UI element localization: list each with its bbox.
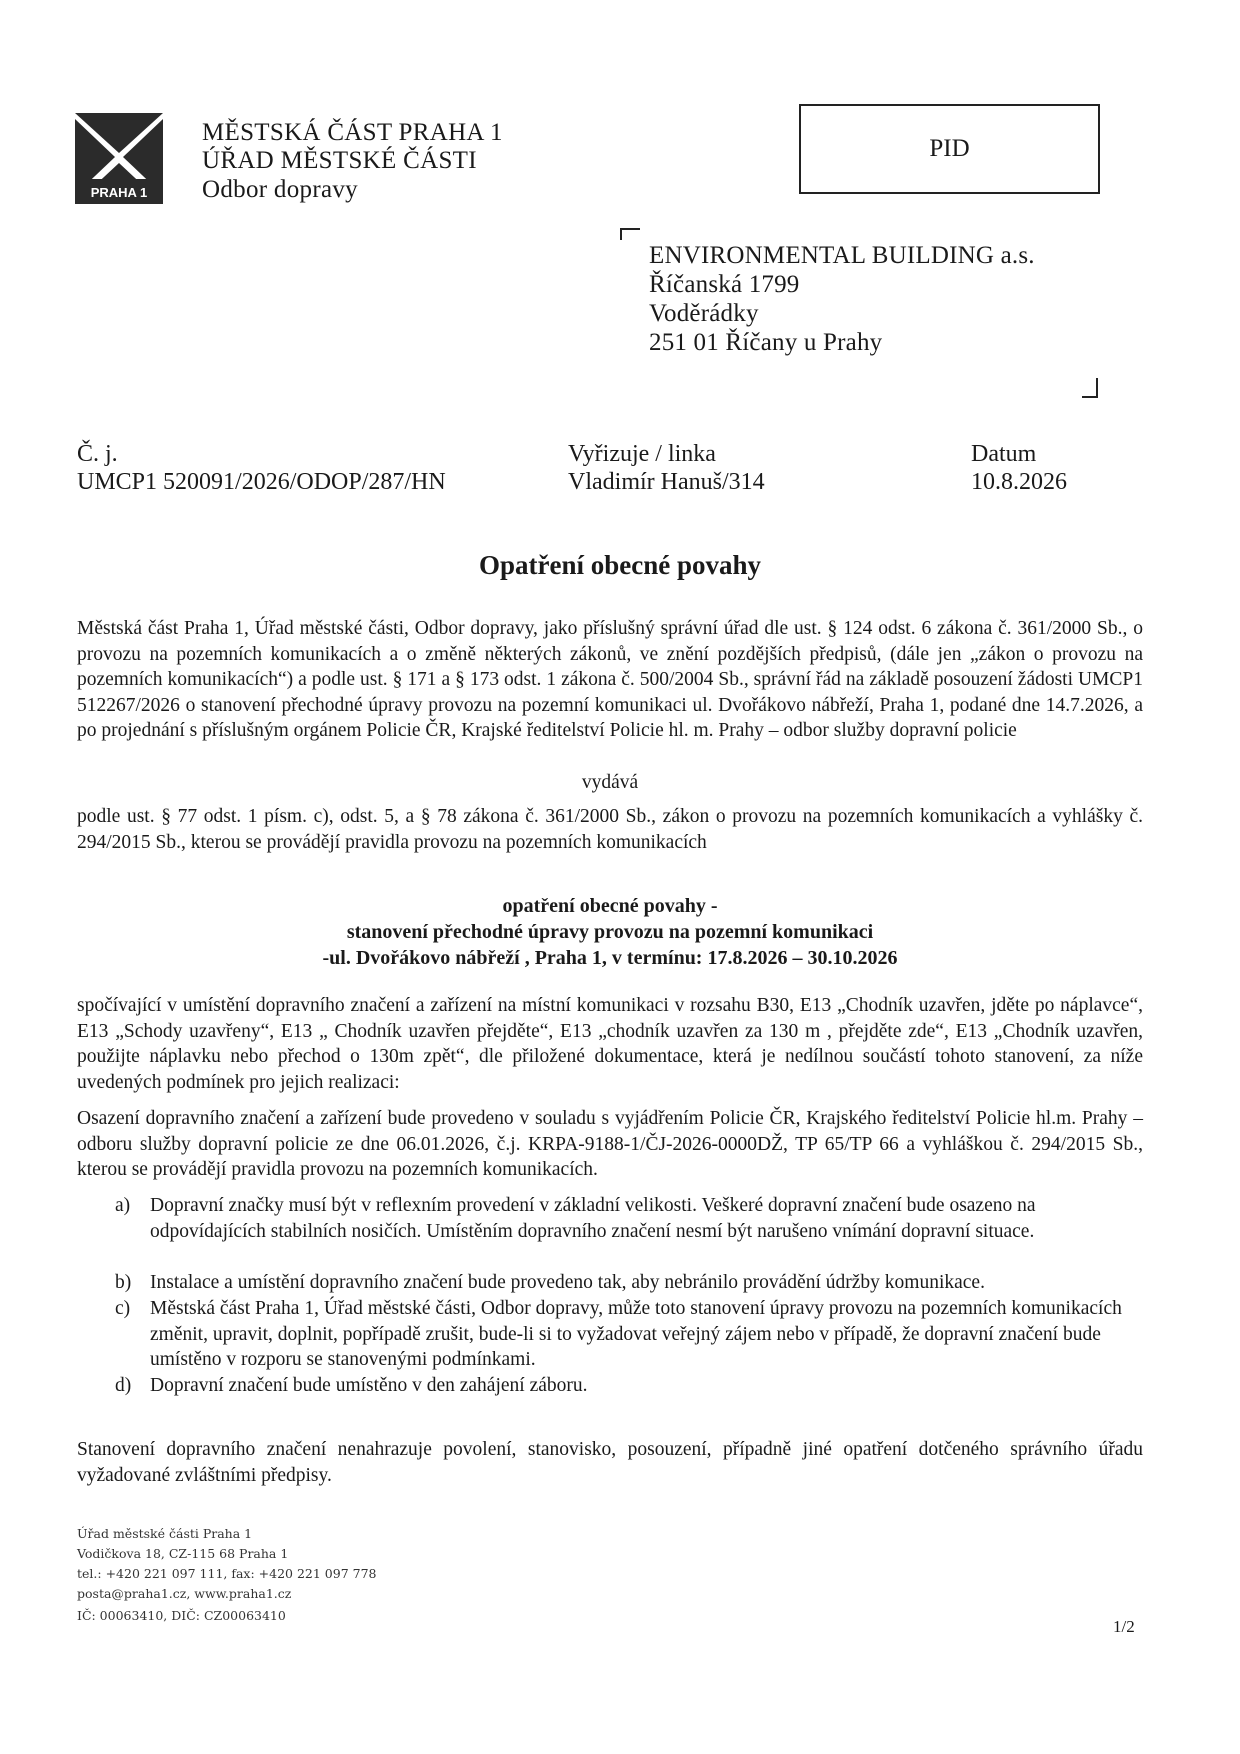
description-paragraph: spočívající v umístění dopravního značení a zařízení na místní komunikaci v rozsahu B30, E13 „Chodník uzavřen, jděte po náplavce“, E13 „Schody uzavřeny“, E13 „ Chodník uzavřen přejděte“, E13 „chodník uzavřen za 130 m , přejděte zde“, E13 „Chodník uzavřen, použijte náplavku nebo přechod o 130m zpět“, dle přiložené dokumentace, která je nedílnou součástí tohoto stanovení, za níže uvedených podmínek pro jejich realizaci: (77, 995, 1143, 1093)
praha1-logo-icon (75, 113, 163, 204)
legal-basis-paragraph: podle ust. § 77 odst. 1 písm. c), odst. 5, a § 78 zákona č. 361/2000 Sb., zákon o provozu na pozemních komunikacích a vyhlášky č. 294/2015 Sb., kterou se provádějí pravidla provozu na pozemních komunikacích (77, 806, 1143, 853)
footer-phone: tel.: +420 221 097 111, fax: +420 221 097 778 (77, 1566, 377, 1581)
condition-label: b) (115, 1272, 132, 1293)
pid-box (799, 104, 1100, 194)
condition-item (115, 1296, 1145, 1373)
closing-paragraph: Stanovení dopravního značení nenahrazuje povolení, stanovisko, posouzení, případně jiné opatření dotčeného správního úřadu vyžadované zvláštními předpisy. (77, 1439, 1143, 1486)
recipient-street: Říčanská 1799 (649, 271, 800, 298)
org-department: Odbor dopravy (202, 176, 358, 203)
address-corner-mark-bottom-v (1096, 378, 1098, 398)
condition-label: a) (115, 1195, 131, 1216)
placement-paragraph: Osazení dopravního značení a zařízení bude provedeno v souladu s vyjádřením Policie ČR, Krajského ředitelství Policie hl.m. Prahy – odboru služby dopravní policie ze dne 06.01.2026, č.j. KRPA-9188-1/ČJ-2026-0000DŽ, TP 65/TP 66 a vyhláškou č. 294/2015 Sb., kterou se provádějí pravidla provozu na pozemních komunikacích. (77, 1108, 1143, 1180)
condition-item (115, 1373, 1145, 1399)
date-label: Datum (971, 441, 1037, 467)
reference-number: UMCP1 520091/2026/ODOP/287/HN (77, 469, 446, 495)
recipient-name: ENVIRONMENTAL BUILDING a.s. (649, 242, 1035, 269)
condition-text: Dopravní značky musí být v reflexním provedení v základní velikosti. Veškeré dopravní značení bude osazeno na odpovídajících stabilních nosičích. Umístěním dopravního značení nesmí být narušeno vnímání dopravní situace. (150, 1195, 1036, 1242)
recipient-district: Voděrádky (649, 300, 759, 327)
condition-text: Instalace a umístění dopravního značení bude provedeno tak, aby nebránilo provádění údržby komunikace. (150, 1272, 985, 1293)
issues-word: vydává (581, 772, 639, 793)
address-corner-mark-top (620, 228, 640, 230)
measure-heading-line3: -ul. Dvořákovo nábřeží , Praha 1, v termínu: 17.8.2026 – 30.10.2026 (322, 947, 898, 969)
condition-text: Městská část Praha 1, Úřad městské části, Odbor dopravy, může toto stanovení úpravy provozu na pozemních komunikacích změnit, upravit, doplnit, popřípadě zrušit, bude-li si to vyžadovat veřejný zájem nebo v případě, že dopravní značení bude umístěno v rozporu se stanovenými podmínkami. (150, 1298, 1122, 1370)
footer-address: Vodičkova 18, CZ-115 68 Praha 1 (77, 1546, 289, 1561)
handler-label: Vyřizuje / linka (568, 441, 716, 467)
condition-item (115, 1270, 1145, 1296)
org-name-line2: ÚŘAD MĚSTSKÉ ČÁSTI (202, 147, 477, 174)
condition-label: c) (115, 1298, 131, 1319)
condition-item (115, 1193, 1145, 1244)
page-number: 1/2 (1113, 1617, 1135, 1636)
org-name-line1: MĚSTSKÁ ČÁST PRAHA 1 (202, 119, 503, 146)
pid-label: PID (929, 135, 970, 162)
measure-heading-line2: stanovení přechodné úpravy provozu na pozemní komunikaci (346, 921, 874, 943)
condition-text: Dopravní značení bude umístěno v den zahájení záboru. (150, 1375, 588, 1396)
reference-label: Č. j. (77, 441, 118, 467)
measure-heading-line1: opatření obecné povahy - (502, 895, 718, 917)
address-corner-mark-bottom (1082, 396, 1098, 398)
handler-value: Vladimír Hanuš/314 (568, 469, 765, 495)
footer-email-web: posta@praha1.cz, www.praha1.cz (77, 1586, 292, 1601)
address-corner-mark-top-v (620, 228, 622, 240)
footer-ids: IČ: 00063410, DIČ: CZ00063410 (77, 1608, 286, 1623)
condition-label: d) (115, 1375, 132, 1396)
footer-office: Úřad městské části Praha 1 (77, 1526, 253, 1541)
recipient-city: 251 01 Říčany u Prahy (649, 329, 883, 356)
date-value: 10.8.2026 (971, 469, 1067, 495)
intro-paragraph: Městská část Praha 1, Úřad městské části, Odbor dopravy, jako příslušný správní úřad dle ust. § 124 odst. 6 zákona č. 361/2000 Sb., o provozu na pozemních komunikacích a o změně některých zákonů, ve znění pozdějších předpisů, (dále jen „zákon o provozu na pozemních komunikacích“) a podle ust. § 171 a § 173 odst. 1 zákona č. 500/2004 Sb., správní řád na základě posouzení žádosti UMCP1 512267/2026 o stanovení přechodné úpravy provozu na pozemní komunikaci ul. Dvořákovo nábřeží, Praha 1, podané dne 14.7.2026, a po projednání s příslušným orgánem Policie ČR, Krajské ředitelství Policie hl. m. Prahy – odbor služby dopravní policie (77, 618, 1143, 741)
logo-text: PRAHA 1 (90, 185, 148, 200)
document-title: Opatření obecné povahy (478, 550, 761, 580)
